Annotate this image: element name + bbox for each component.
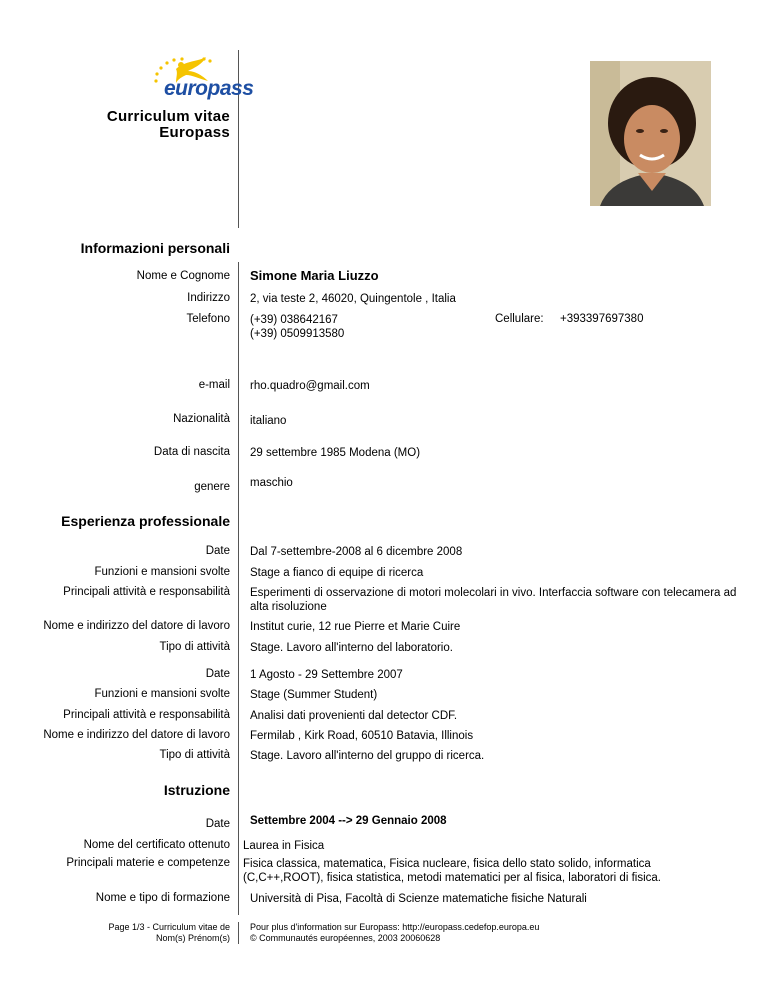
footer-info-line1: Pour plus d'information sur Europass: http://europass.cedefop.europa.eu: [250, 922, 540, 932]
nationality-label: Nazionalità: [173, 413, 230, 425]
exp2-date-label: Date: [205, 668, 230, 680]
phone-value-1: (+39) 038642167: [250, 314, 338, 326]
edu-cert-label: Nome del certificato ottenuto: [83, 839, 230, 851]
birth-date-label: Data di nascita: [153, 446, 230, 458]
edu-institution-label: Nome e tipo di formazione: [95, 892, 230, 904]
europass-logo-text: europass: [164, 77, 254, 100]
edu-date-value: Settembre 2004 --> 29 Gennaio 2008: [250, 815, 447, 827]
email-label: e-mail: [198, 379, 230, 391]
nationality-value: italiano: [250, 415, 287, 427]
edu-subjects-label: Principali materie e competenze: [66, 857, 230, 869]
address-value: 2, via teste 2, 46020, Quingentole , Italia: [250, 293, 456, 305]
exp2-type-label: Tipo di attività: [159, 749, 230, 761]
exp2-date-value: 1 Agosto - 29 Settembre 2007: [250, 669, 403, 681]
footer-info: [250, 922, 539, 944]
edu-subjects-value: Fisica classica, matematica, Fisica nucleare, fisica dello stato solido, informatica (C,C++,ROOT), fisica statistica, metodi matematici per al fisica, laboratori di fisica.: [243, 858, 661, 884]
gender-value: maschio: [250, 477, 293, 489]
exp2-duties-value: Analisi dati provenienti dal detector CDF.: [250, 710, 458, 722]
exp2-role-label: Funzioni e mansioni svolte: [94, 688, 230, 700]
name-label: Nome e Cognome: [136, 270, 230, 282]
footer-divider-line: [238, 922, 239, 944]
exp1-type-label: Tipo di attività: [159, 641, 230, 653]
exp1-duties-label: Principali attività e responsabilità: [63, 586, 230, 598]
phone-value-2: (+39) 0509913580: [250, 328, 345, 340]
mobile-label: Cellulare:: [495, 313, 544, 325]
cv-title-line2: Europass: [159, 124, 230, 141]
exp1-role-value: Stage a fianco di equipe di ricerca: [250, 567, 424, 579]
body-divider-line: [238, 262, 239, 915]
exp2-employer-value: Fermilab , Kirk Road, 60510 Batavia, Illinois: [250, 730, 474, 742]
address-label: Indirizzo: [187, 292, 230, 304]
edu-cert-value: Laurea in Fisica: [243, 840, 325, 852]
europass-logo: [148, 55, 254, 100]
section-title-education: Istruzione: [163, 782, 230, 798]
exp1-duties-value: Esperimenti di osservazione di motori molecolari in vivo. Interfaccia software con telecamera ad alta risoluzione: [250, 587, 737, 613]
exp2-employer-label: Nome e indirizzo del datore di lavoro: [43, 729, 230, 741]
exp2-duties-label: Principali attività e responsabilità: [63, 709, 230, 721]
exp1-type-value: Stage. Lavoro all'interno del laboratorio.: [250, 642, 453, 654]
section-title-personal: Informazioni personali: [80, 240, 230, 256]
exp1-employer-label: Nome e indirizzo del datore di lavoro: [43, 620, 230, 632]
name-value: Simone Maria Liuzzo: [250, 268, 379, 283]
exp2-role-value: Stage (Summer Student): [250, 689, 378, 701]
email-value: rho.quadro@gmail.com: [250, 380, 370, 392]
footer-info-line2: © Communautés européennes, 2003 20060628: [250, 933, 441, 943]
phone-label: Telefono: [186, 313, 230, 325]
edu-date-label: Date: [205, 818, 230, 830]
exp1-employer-value: Institut curie, 12 rue Pierre et Marie Cuire: [250, 621, 461, 633]
cv-title-line1: Curriculum vitae: [106, 108, 230, 125]
exp2-type-value: Stage. Lavoro all'interno del gruppo di ricerca.: [250, 750, 485, 762]
exp1-date-label: Date: [205, 545, 230, 557]
birth-date-value: 29 settembre 1985 Modena (MO): [250, 447, 421, 459]
exp1-role-label: Funzioni e mansioni svolte: [94, 566, 230, 578]
section-title-experience: Esperienza professionale: [61, 513, 230, 529]
footer-page-line2: Nom(s) Prénom(s): [155, 933, 230, 943]
edu-institution-value: Università di Pisa, Facoltà di Scienze matematiche fisiche Naturali: [250, 893, 587, 905]
profile-photo: [590, 61, 711, 206]
exp1-date-value: Dal 7-settembre-2008 al 6 dicembre 2008: [250, 546, 463, 558]
footer-page-line1: Page 1/3 - Curriculum vitae de: [108, 922, 230, 932]
mobile-value: +393397697380: [560, 313, 644, 325]
gender-label: genere: [194, 481, 230, 493]
footer-page-info: [108, 922, 230, 944]
